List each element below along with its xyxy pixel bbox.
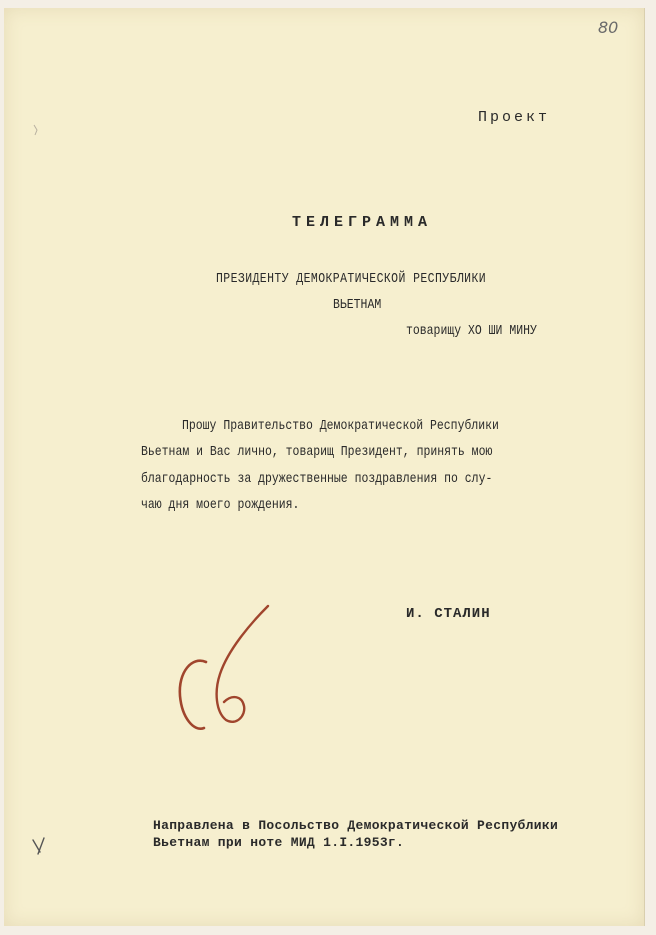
draft-label: Проект [478, 109, 551, 126]
body-line-4: чаю дня моего рождения. [141, 497, 300, 513]
body-line-3: благодарность за дружественные поздравления по слу- [141, 471, 493, 487]
addressee-line-3: товарищу ХО ШИ МИНУ [406, 323, 537, 339]
paper-sheet [4, 8, 645, 926]
body-line-1: Прошу Правительство Демократической Республики [182, 418, 499, 434]
archive-page-number: 80 [598, 18, 619, 37]
addressee-line-2: ВЬЕТНАМ [333, 297, 382, 313]
footnote-line-2: Вьетнам при ноте МИД 1.I.1953г. [153, 835, 405, 850]
margin-check-mark [30, 834, 54, 858]
handwritten-signature [170, 600, 280, 740]
signature-name: И. СТАЛИН [406, 606, 491, 622]
body-line-2: Вьетнам и Вас лично, товарищ Президент, принять мою [141, 444, 493, 460]
addressee-line-1: ПРЕЗИДЕНТУ ДЕМОКРАТИЧЕСКОЙ РЕСПУБЛИКИ [216, 271, 487, 287]
margin-tick-mark [33, 124, 39, 136]
document-title: ТЕЛЕГРАММА [292, 214, 433, 231]
footnote-line-1: Направлена в Посольство Демократической Республики [153, 818, 559, 833]
